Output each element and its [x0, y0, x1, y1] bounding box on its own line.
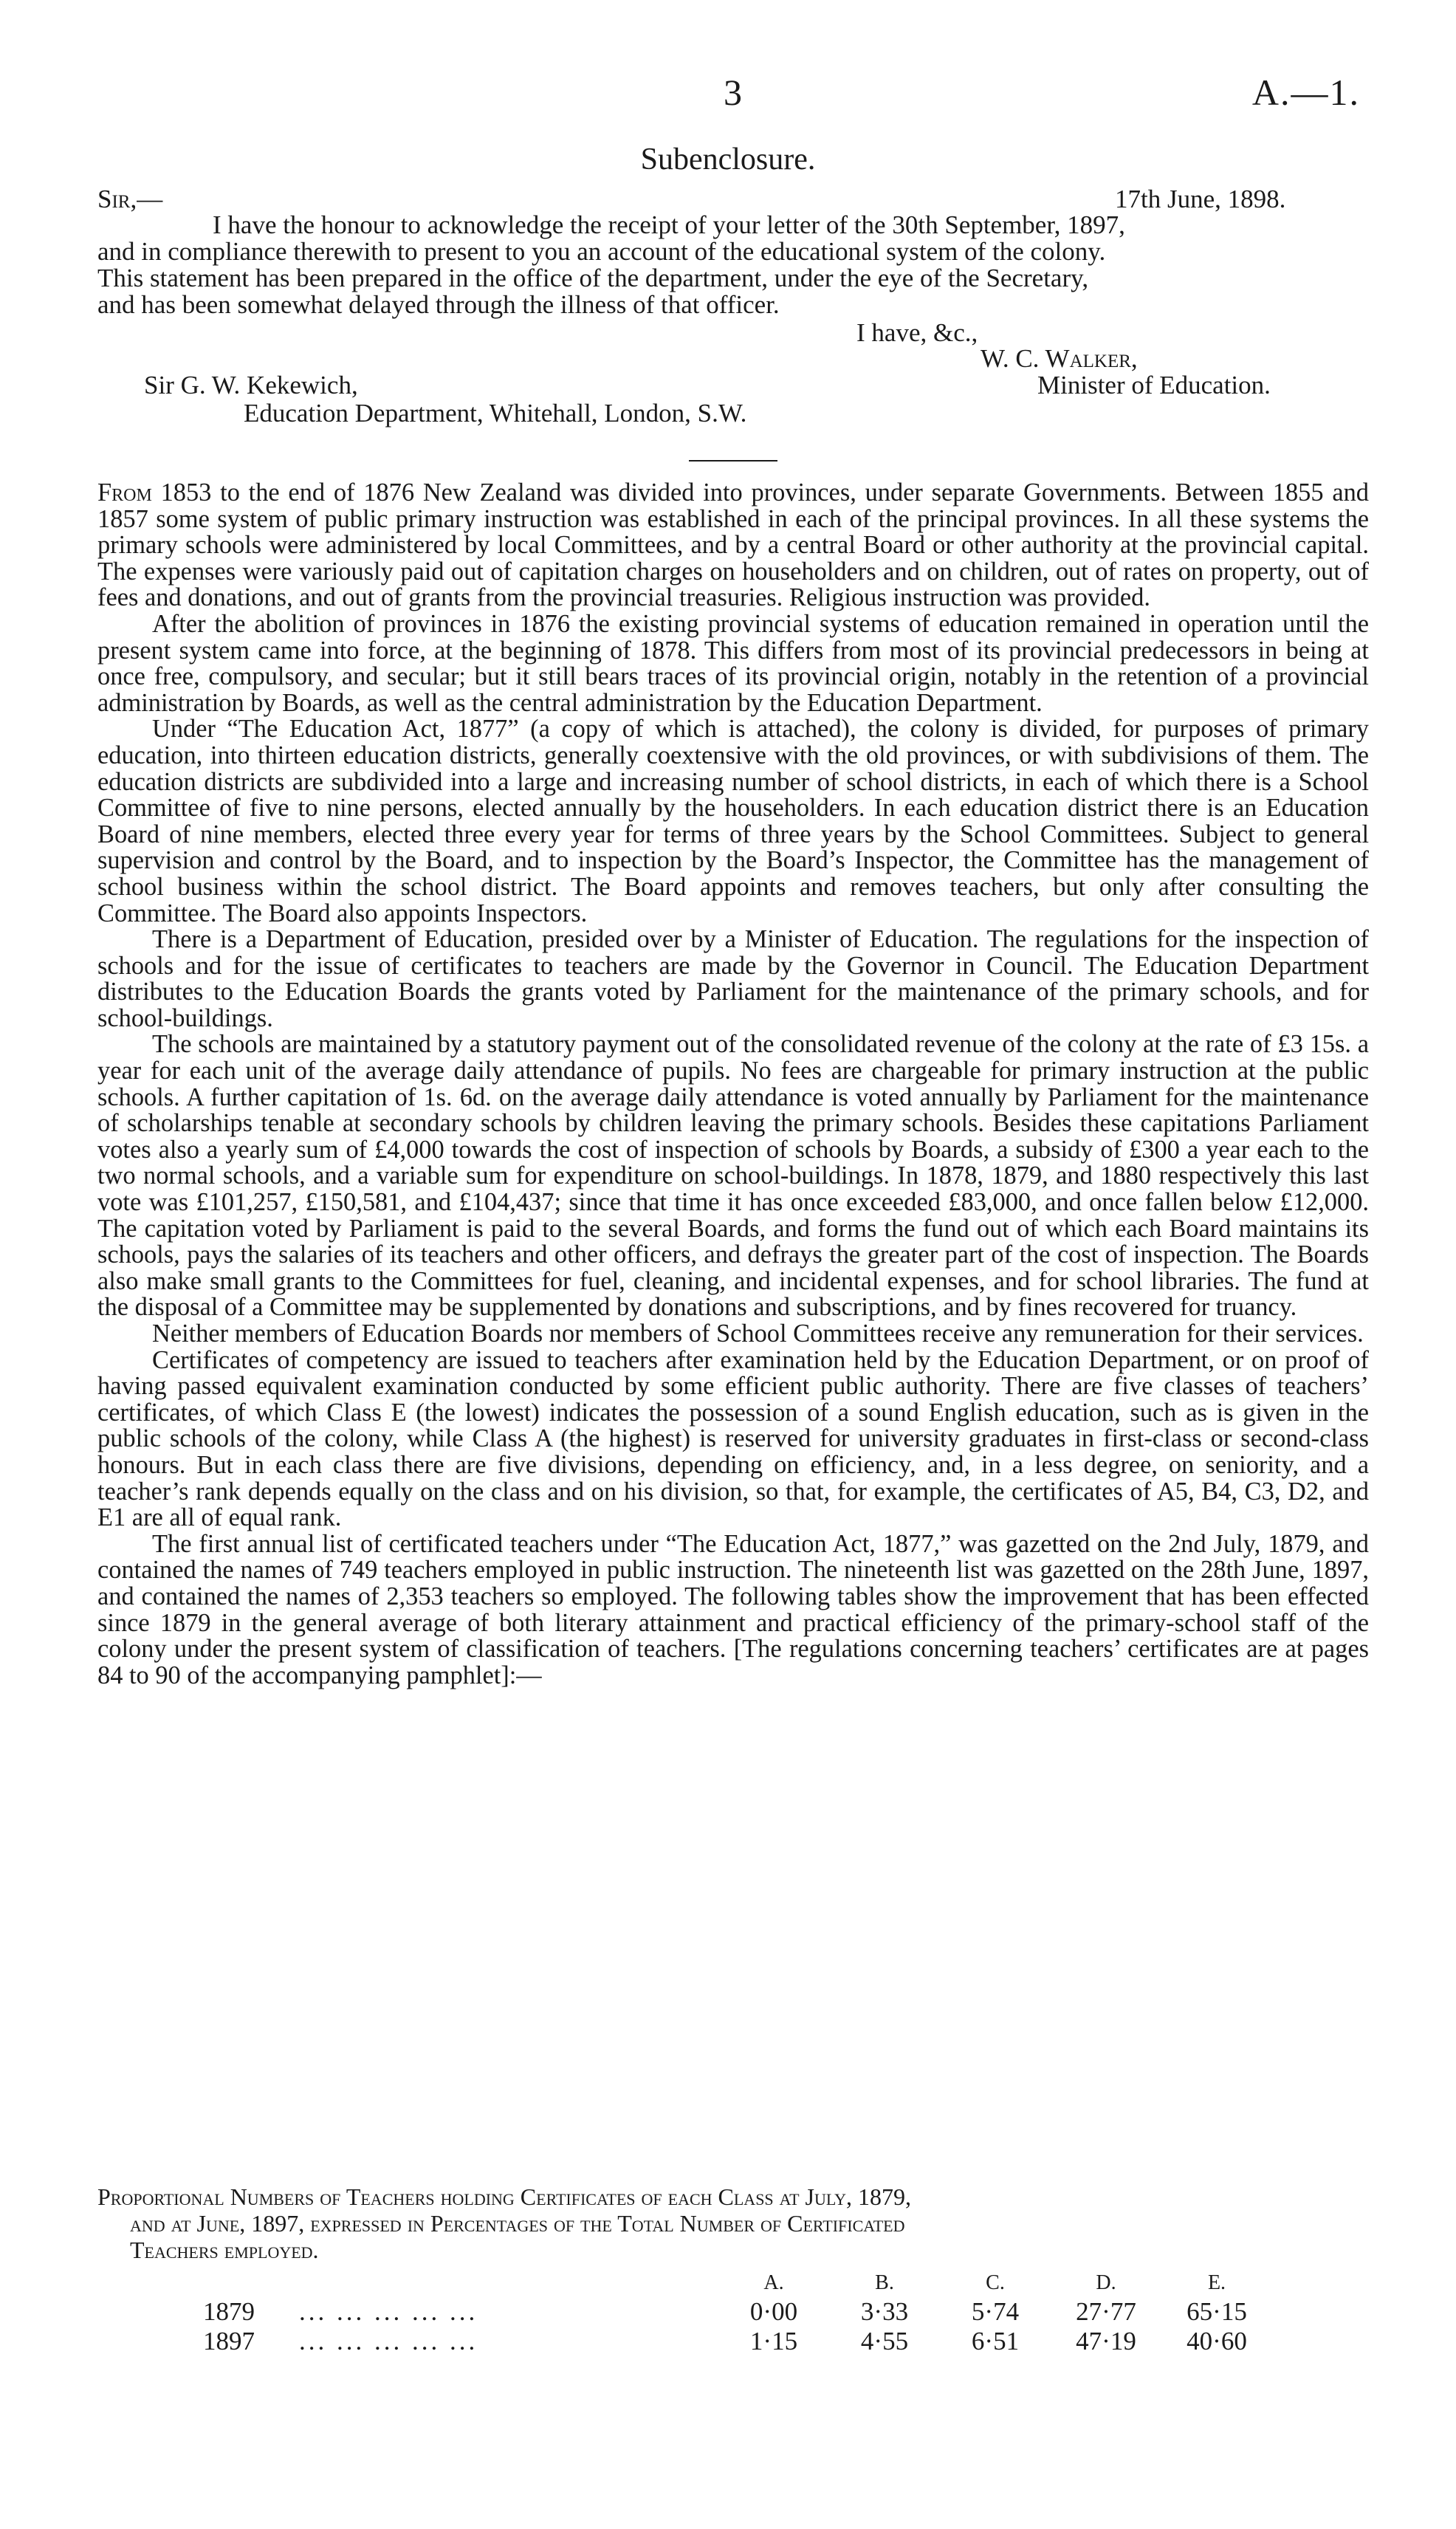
- body-paragraph: From 1853 to the end of 1876 New Zealand was divided into provinces, under separate Governments. Between 1855 and 1857 some system of public primary instruction was established in each of the principal provinces. In all these systems the primary schools were administered by local Committees, and by a central Board or other authority at the provincial capital. The expenses were variously paid out of capitation charges on householders and on children, out of rates on property, out of fees and donations, and out of grants from the provincial treasuries. Religious instruction was provided.: [97, 478, 1369, 612]
- body-text: [97, 480, 1369, 1689]
- table-header-row: [203, 2268, 1272, 2297]
- letter-date: 17th June, 1898.: [1115, 185, 1286, 213]
- certificates-table: [203, 2268, 1272, 2356]
- body-paragraph: Under “The Education Act, 1877” (a copy of which is attached), the colony is divided, for purposes of primary education, into thirteen education districts, generally coextensive with the old provinces, or with subdivisions of them. The education districts are subdivided into a large and increasing number of school districts, in each of which there is a School Committee of five to nine persons, elected annually by the householders. In each education district there is an Education Board of nine members, elected three every year for terms of three years by the School Committees. Subject to general supervision and control by the Board, and to inspection by the Board’s Inspector, the Committee has the management of school business within the school district. The Board appoints and removes teachers, but only after consulting the Committee. The Board also appoints Inspectors.: [97, 715, 1369, 927]
- column-header: C.: [986, 2271, 1005, 2294]
- letter-line: This statement has been prepared in the office of the department, under the eye of the Secretary,: [97, 264, 1089, 292]
- row-year: 1879: [203, 2297, 255, 2326]
- page-number: 3: [724, 72, 742, 113]
- body-paragraph: Certificates of competency are issued to teachers after examination held by the Education Department, or on proof of having passed equivalent examination conducted by some efficient public authority. There are five classes of teachers’ certificates, of which Class E (the lowest) indicates the possession of a sound English education, such as is given in the public schools of the colony, while Class A (the highest) is reserved for university graduates in first-class or second-class honours. But in each class there are five divisions, depending on efficiency, and, in a less degree, on seniority, and a teacher’s rank depends equally on the class and on his division, so that, for example, the certificates of A5, B4, C3, D2, and E1 are all of equal rank.: [97, 1345, 1369, 1532]
- body-paragraph: The schools are maintained by a statutory payment out of the consolidated revenue of the colony at the rate of £3 15s. a year for each unit of the average daily attendance of pupils. No fees are chargeable for primary instruction at the public schools. A further capitation of 1s. 6d. on the average daily attendance is voted annually by Parliament for the maintenance of scholarships tenable at secondary schools by children leaving the primary schools. Besides these capitations Parliament votes also a yearly sum of £4,000 towards the cost of inspection of schools by Boards, a subsidy of £300 a year each to the two normal schools, and a variable sum for expenditure on school-buildings. In 1878, 1879, and 1880 respectively this last vote was £101,257, £150,581, and £104,437; since that time it has once exceeded £83,000, and once fallen below £12,000. The capitation voted by Parliament is paid to the several Boards, and forms the fund out of which each Board maintains its schools, pays the salaries of its teachers and other officers, and defrays the greater part of the cost of inspection. The Boards also make small grants to the Committees for fuel, cleaning, and incidental expenses, and for school libraries. The fund at the disposal of a Committee may be supplemented by donations and subscriptions, and by fines recovered for truancy.: [97, 1030, 1369, 1322]
- table-caption: Proportional Numbers of Teachers holding Certificates of each Class at July, 1879, and at June, 1897, expressed in Percentages of the Total Number of Certificated Teachers employed.: [97, 2183, 912, 2263]
- table-row: [203, 2327, 1272, 2356]
- letter-addressee: Sir G. W. Kekewich,: [144, 371, 358, 399]
- letter-signatory-title: Minister of Education.: [1037, 371, 1271, 399]
- letter-line: and has been somewhat delayed through the illness of that officer.: [97, 290, 780, 319]
- table-cell: 0·00: [749, 2297, 798, 2326]
- letter-addressee-address: Education Department, Whitehall, London, S.W.: [244, 399, 747, 428]
- table-row: [203, 2297, 1272, 2327]
- column-header: E.: [1207, 2271, 1226, 2294]
- letter-closing: I have, &c.,: [856, 318, 978, 347]
- body-paragraph: The first annual list of certificated teachers under “The Education Act, 1877,” was gazetted on the 2nd July, 1879, and contained the names of 749 teachers employed in public instruction. The nineteenth list was gazetted on the 28th June, 1897, and contained the names of 2,353 teachers so employed. The following tables show the improvement that has been effected since 1879 in the general average of both literary attainment and practical efficiency of the primary-school staff of the colony under the present system of classification of teachers. [The regulations concerning teachers’ certificates are at pages 84 to 90 of the accompanying pamphlet]:—: [97, 1529, 1369, 1689]
- section-divider: [689, 460, 777, 461]
- table-cell: 5·74: [971, 2297, 1020, 2326]
- table-cell: 4·55: [860, 2327, 909, 2355]
- letter-signatory: W. C. Walker,: [981, 344, 1138, 373]
- body-paragraph: Neither members of Education Boards nor members of School Committees receive any remuneration for their services.: [152, 1320, 1364, 1348]
- letter-line: I have the honour to acknowledge the receipt of your letter of the 30th September, 1897,: [213, 210, 1125, 239]
- body-paragraph: There is a Department of Education, presided over by a Minister of Education. The regulations for the inspection of schools and for the issue of certificates to teachers are made by the Governor in Council. The Education Department distributes to the Education Boards the grants voted by Parliament for the maintenance of the primary schools, and for school-buildings.: [97, 925, 1369, 1032]
- lead-word: From: [97, 478, 152, 507]
- table-cell: 6·51: [971, 2327, 1020, 2355]
- table-cell: 40·60: [1187, 2327, 1247, 2355]
- table-cell: 3·33: [860, 2297, 909, 2326]
- page-title: Subenclosure.: [640, 143, 816, 176]
- table-cell: 1·15: [749, 2327, 798, 2355]
- dot-leader: ... ... ... ... ...: [299, 2327, 478, 2355]
- row-year: 1897: [203, 2327, 255, 2355]
- table-cell: 65·15: [1187, 2297, 1247, 2326]
- letter-line: and in compliance therewith to present to you an account of the educational system of the colony.: [97, 237, 1106, 266]
- column-header: D.: [1096, 2271, 1116, 2294]
- column-header: B.: [875, 2271, 894, 2294]
- column-header: A.: [763, 2271, 784, 2294]
- table-cell: 47·19: [1076, 2327, 1136, 2355]
- letter-salutation: Sir,—: [97, 185, 163, 213]
- body-paragraph: After the abolition of provinces in 1876 the existing provincial systems of education remained in operation until the present system came into force, at the beginning of 1878. This differs from most of its provincial predecessors in being at once free, compulsory, and secular; but it still bears traces of its provincial origin, notably in the retention of a provincial administration by Boards, as well as the central administration by the Education Department.: [97, 609, 1369, 717]
- page-reference: A.—1.: [1251, 72, 1360, 113]
- dot-leader: ... ... ... ... ...: [299, 2297, 478, 2326]
- table-cell: 27·77: [1076, 2297, 1136, 2326]
